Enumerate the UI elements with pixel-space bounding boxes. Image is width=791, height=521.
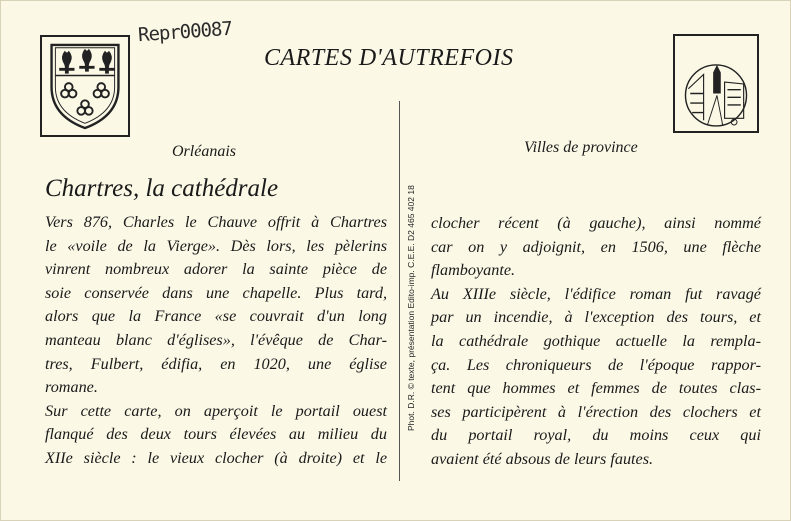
region-label: Orléanais (172, 143, 236, 160)
text-line: alors que la France «se couvrait d'un long (45, 307, 387, 326)
text-line: le «voile de la Vierge». Dès lors, les pèlerins (45, 236, 387, 255)
text-line: Vers 876, Charles le Chauve offrit à Chartres (45, 213, 387, 231)
text-line: tres, Fulbert, édifia, en 1020, une église (45, 354, 387, 373)
text-line: flanqué des deux tours élevées au milieu du (45, 425, 387, 444)
text-line: romane. (45, 378, 98, 397)
text-line: la cathédrale gothique actuelle la rempla- (431, 331, 761, 350)
handwritten-reference: Repr00087 (137, 17, 233, 47)
text-line: ça. Les chroniqueurs de l'époque rappor- (431, 355, 761, 374)
text-line: par un incendie, à l'exception des tours, et (431, 308, 761, 327)
series-label: Villes de province (524, 139, 638, 156)
left-column-text (45, 211, 387, 471)
text-line: clocher récent (à gauche), ainsi nommé (431, 214, 761, 232)
text-line: flamboyante. (431, 261, 516, 280)
series-title: CARTES D'AUTREFOIS (264, 45, 514, 71)
credits-text: Phot. D.R. © texte, présentation Edito-imp. C.E.E. D2 465 402 18 (406, 185, 416, 431)
stamp-illustration-icon (673, 34, 759, 133)
text-line: Au XIIIe siècle, l'édifice roman fut ravagé (431, 284, 761, 303)
article-heading: Chartres, la cathédrale (45, 175, 279, 202)
text-line: manteau blanc d'églises», l'évêque de Char- (45, 330, 387, 349)
credits-vertical (394, 121, 424, 451)
text-line: car on y adjoignit, en 1506, une flèche (431, 237, 761, 256)
text-line: Sur cette carte, on aperçoit le portail ouest (45, 401, 387, 420)
text-line: avaient été absous de leurs fautes. (431, 449, 654, 468)
text-line: ses participèrent à l'érection des clochers et (431, 402, 761, 421)
right-column-text (431, 212, 761, 472)
coat-of-arms-icon (40, 35, 130, 137)
text-line: soie conservée dans une chapelle. Plus tard, (45, 283, 387, 302)
text-line: XIIe siècle : le vieux clocher (à droite) et le (45, 448, 387, 467)
text-line: vinrent nombreux adorer la sainte pièce de (45, 260, 387, 279)
text-line: tent que hommes et femmes de toutes clas- (431, 379, 761, 398)
text-line: du portail royal, du moins ceux qui (431, 426, 761, 445)
